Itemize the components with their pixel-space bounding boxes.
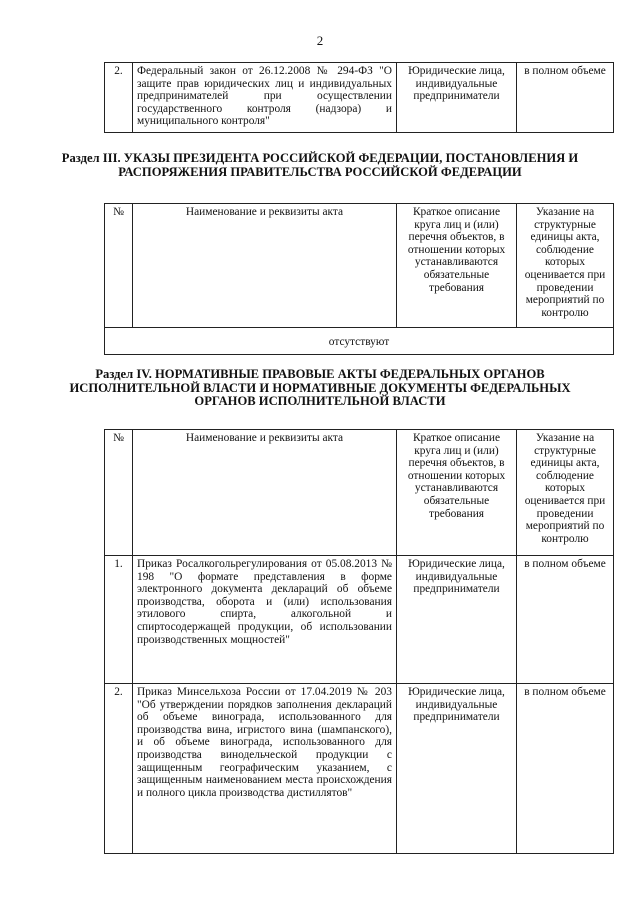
- act-name: Приказ Росалкогольрегулирования от 05.08.2013 № 198 "О формате представления в форме электронного документа деклараций об объеме производства, оборота и (или) использования этилового спирта, алкогольной и спиртосодержащей продукции, об использовании производственных мощностей": [133, 556, 397, 684]
- header-affected-persons: Краткое описание круга лиц и (или) перечня объектов, в отношении которых устанавливаются обязательные требования: [397, 430, 517, 556]
- header-structural-units: Указание на структурные единицы акта, соблюдение которых оценивается при проведении мероприятий по контролю: [517, 430, 614, 556]
- table-row: [105, 328, 614, 355]
- structural-units: в полном объеме: [517, 63, 614, 133]
- table-header-row: [105, 204, 614, 328]
- table-row: [105, 684, 614, 854]
- continued-acts-table: [104, 62, 614, 133]
- header-affected-persons: Краткое описание круга лиц и (или) перечня объектов, в отношении которых устанавливаются обязательные требования: [397, 204, 517, 328]
- header-structural-units: Указание на структурные единицы акта, соблюдение которых оценивается при проведении мероприятий по контролю: [517, 204, 614, 328]
- absent-note: отсутствуют: [105, 328, 614, 355]
- structural-units: в полном объеме: [517, 556, 614, 684]
- table-row: [105, 556, 614, 684]
- section-4-table: [104, 429, 614, 854]
- act-name: Федеральный закон от 26.12.2008 № 294-ФЗ "О защите прав юридических лиц и индивидуальных предпринимателей при осуществлении государственного контроля (надзора) и муниципального контроля": [133, 63, 397, 133]
- table-row: [105, 63, 614, 133]
- act-name: Приказ Минсельхоза России от 17.04.2019 № 203 "Об утверждении порядков заполнения деклараций об объеме винограда, использованного для производства вина, игристого вина (шампанского), и об объеме винограда, использованного для производства винодельческой продукции с защищенным географическим указанием, с защищенным наименованием места происхождения и полного цикла производства дистиллятов": [133, 684, 397, 854]
- row-number: 1.: [105, 556, 133, 684]
- table-header-row: [105, 430, 614, 556]
- affected-persons: Юридические лица, индивидуальные предприниматели: [397, 556, 517, 684]
- affected-persons: Юридические лица, индивидуальные предприниматели: [397, 684, 517, 854]
- section-4-title: Раздел IV. НОРМАТИВНЫЕ ПРАВОВЫЕ АКТЫ ФЕДЕРАЛЬНЫХ ОРГАНОВ ИСПОЛНИТЕЛЬНОЙ ВЛАСТИ И НОРМАТИВНЫЕ ДОКУМЕНТЫ ФЕДЕРАЛЬНЫХ ОРГАНОВ ИСПОЛНИТЕЛЬНОЙ ВЛАСТИ: [69, 367, 571, 408]
- page-number: 2: [316, 33, 324, 48]
- structural-units: в полном объеме: [517, 684, 614, 854]
- section-3-table: [104, 203, 614, 355]
- header-act-name: Наименование и реквизиты акта: [133, 430, 397, 556]
- header-number: №: [105, 204, 133, 328]
- header-number: №: [105, 430, 133, 556]
- row-number: 2.: [105, 684, 133, 854]
- affected-persons: Юридические лица, индивидуальные предприниматели: [397, 63, 517, 133]
- row-number: 2.: [105, 63, 133, 133]
- section-3-title: Раздел III. УКАЗЫ ПРЕЗИДЕНТА РОССИЙСКОЙ ФЕДЕРАЦИИ, ПОСТАНОВЛЕНИЯ И РАСПОРЯЖЕНИЯ ПРАВИТЕЛЬСТВА РОССИЙСКОЙ ФЕДЕРАЦИИ: [61, 151, 579, 179]
- header-act-name: Наименование и реквизиты акта: [133, 204, 397, 328]
